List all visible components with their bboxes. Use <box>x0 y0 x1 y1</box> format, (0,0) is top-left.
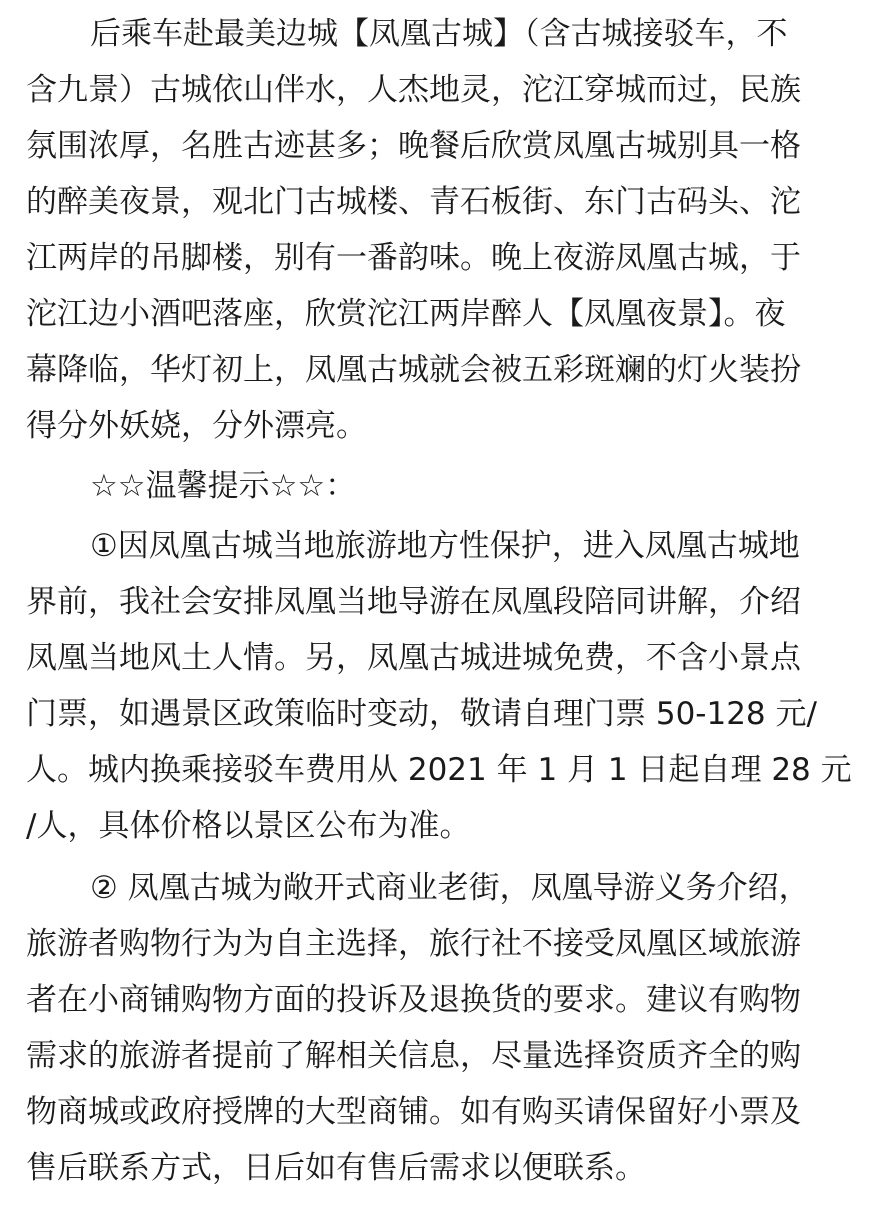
tip-1-line-6: /人，具体价格以景区公布为准。 <box>26 808 471 844</box>
paragraph-1-line-6: 沱江边小酒吧落座，欣赏沱江两岸醉人【凤凰夜景】。夜 <box>26 296 786 332</box>
tip-heading: ☆☆温馨提示☆☆： <box>90 468 357 504</box>
tip-1-line-5: 人。城内换乘接驳车费用从 2021 年 1 月 1 日起自理 28 元 <box>26 752 852 788</box>
tip-1-line-3: 凤凰当地风土人情。另，凤凰古城进城免费，不含小景点 <box>26 640 801 676</box>
tip-1-line-4: 门票，如遇景区政策临时变动，敬请自理门票 50-128 元/ <box>26 696 817 732</box>
tip-2-line-3: 者在小商铺购物方面的投诉及退换货的要求。建议有购物 <box>26 982 801 1018</box>
tip-1-line-2: 界前，我社会安排凤凰当地导游在凤凰段陪同讲解，介绍 <box>26 584 801 620</box>
tip-2-line-2: 旅游者购物行为为自主选择，旅行社不接受凤凰区域旅游 <box>26 926 801 962</box>
paragraph-1-line-3: 氛围浓厚，名胜古迹甚多；晚餐后欣赏凤凰古城别具一格 <box>26 128 801 164</box>
paragraph-1-line-2: 含九景）古城依山伴水，人杰地灵，沱江穿城而过，民族 <box>26 72 801 108</box>
tip-2-line-4: 需求的旅游者提前了解相关信息，尽量选择资质齐全的购 <box>26 1038 801 1074</box>
paragraph-1-line-5: 江两岸的吊脚楼，别有一番韵味。晚上夜游凤凰古城，于 <box>26 240 801 276</box>
paragraph-1-line-4: 的醉美夜景，观北门古城楼、青石板街、东门古码头、沱 <box>26 184 801 220</box>
paragraph-1-line-1: 后乘车赴最美边城【凤凰古城】（含古城接驳车，不 <box>90 16 788 52</box>
tip-2-line-5: 物商城或政府授牌的大型商铺。如有购买请保留好小票及 <box>26 1094 801 1130</box>
tip-1-line-1: ①因凤凰古城当地旅游地方性保护，进入凤凰古城地 <box>90 528 800 564</box>
tip-2-line-1: ② 凤凰古城为敞开式商业老街，凤凰导游义务介绍， <box>90 870 810 906</box>
paragraph-1-line-8: 得分外妖娆，分外漂亮。 <box>26 408 367 444</box>
paragraph-1-line-7: 幕降临，华灯初上，凤凰古城就会被五彩斑斓的灯火装扮 <box>26 352 801 388</box>
tip-2-line-6: 售后联系方式，日后如有售后需求以便联系。 <box>26 1150 646 1186</box>
